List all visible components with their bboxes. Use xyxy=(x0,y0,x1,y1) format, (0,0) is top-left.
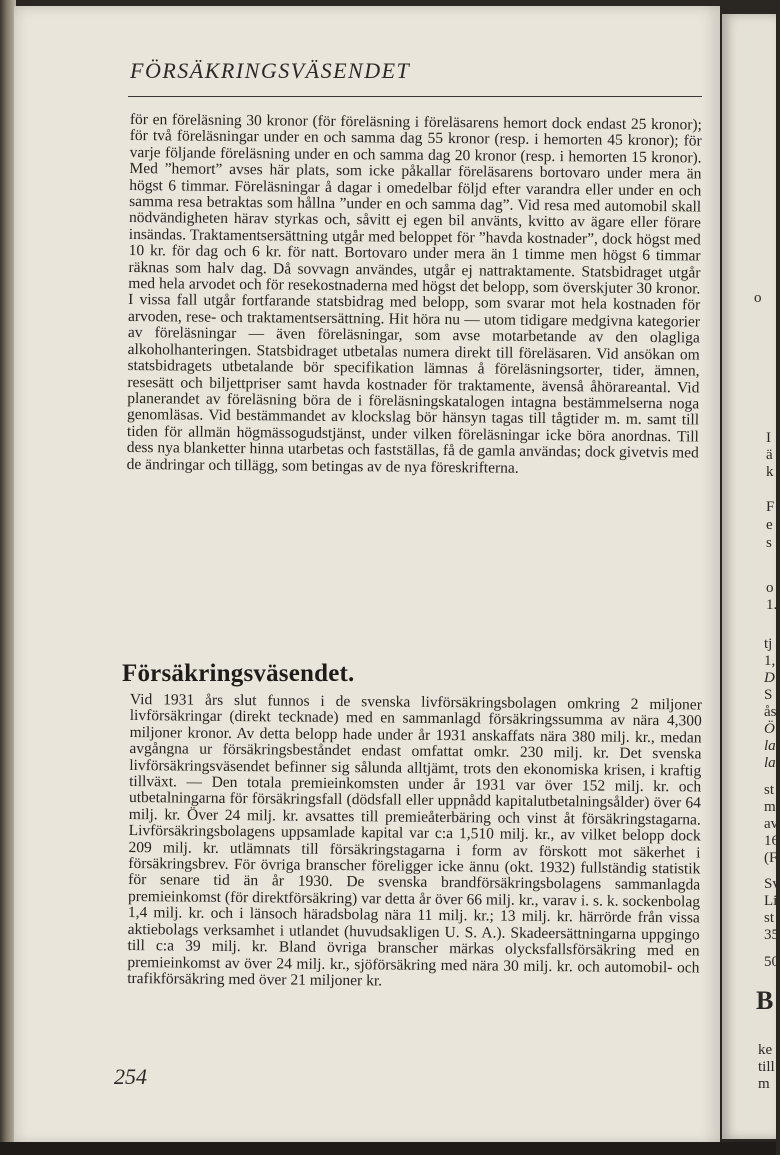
adjacent-page-fragment: tj xyxy=(764,636,773,652)
adjacent-page-fragment: I xyxy=(766,430,771,446)
adjacent-page-fragment: m xyxy=(764,799,776,815)
adjacent-page-fragment: ke xyxy=(758,1042,773,1058)
adjacent-page-fragment: D xyxy=(764,670,775,686)
adjacent-page-fragment: o xyxy=(766,580,774,596)
adjacent-page-fragment: 1, xyxy=(764,653,776,669)
adjacent-page xyxy=(722,14,780,1139)
adjacent-page-fragment: 1. xyxy=(766,597,778,613)
adjacent-page-fragment: (F xyxy=(764,850,778,866)
adjacent-page-fragment: ä xyxy=(766,447,773,463)
adjacent-page-fragment: e xyxy=(766,517,773,533)
adjacent-page-fragment: st xyxy=(764,782,775,798)
section-heading: Försäkringsväsendet. xyxy=(122,660,355,687)
bottom-edge xyxy=(0,1142,776,1155)
adjacent-page-fragment: Li xyxy=(764,893,778,909)
adjacent-page-fragment: la xyxy=(764,755,776,771)
adjacent-page-fragment: av xyxy=(764,816,779,832)
header-rule xyxy=(128,96,702,97)
adjacent-page-fragment: ås xyxy=(764,704,777,720)
adjacent-page-fragment: s xyxy=(766,535,772,551)
adjacent-page-fragment: Ö xyxy=(764,721,775,737)
page-number: 254 xyxy=(114,1064,147,1089)
adjacent-page-fragment: till xyxy=(758,1059,775,1075)
adjacent-page-fragment: k xyxy=(766,464,774,480)
running-head: FÖRSÄKRINGSVÄSENDET xyxy=(130,58,411,83)
adjacent-page-fragment: F xyxy=(766,499,775,515)
adjacent-page-fragment: S xyxy=(764,687,773,703)
adjacent-page-fragment: Sv xyxy=(764,876,780,892)
adjacent-page-fragment: 16 xyxy=(764,833,779,849)
adjacent-page-fragment: o xyxy=(754,290,762,306)
lower-body-text: Vid 1931 års slut funnos i de svenska livförsäkringsbolagen omkring 2 miljoner livförsäkringar (direkt tecknade) med en sammanlagd försäkringssumma av nära 4,300 miljoner kronor. Av detta belopp hade under år 1931 anskaffats nära 380 milj. kr., medan avgångna ur försäkringsbeståndet endast omfattat omkr. 230 milj. kr. Det svenska livförsäkringsväsendet befinner sig sålunda alltjämt, trots den ekonomiska krisen, i kraftig tillväxt. — Den totala premieinkomsten under år 1931 var över 152 milj. kr. och utbetalningarna för försäkringsfall (dödsfall eller uppnådd kapitalutbetalningsålder) över 64 milj. kr. Över 24 milj. kr. avsattes till premieåterbäring och vinst åt försäkringstagarna. Livförsäkringsbolagens uppsamlade kapital var c:a 1,510 milj. kr., av vilket belopp dock 209 milj. kr. utlämnats till försäkringstagarna i form av förskott mot säkerhet i försäkringsbrev. För övriga branscher föreligger icke ännu (okt. 1932) fullständig statistik för senare tid än år 1930. De svenska brandförsäkringsbolagens sammanlagda premieinkomst (för direktförsäkring) var detta år över 66 milj. kr., varav i. s. k. sockenbolag 1,4 milj. kr. och i länsoch häradsbolag nära 11 milj. kr.; 13 milj. kr. härrörde från vissa aktiebolags verksamhet i utlandet (huvudsakligen U. S. A.). Skadeersättningarna uppgingo till c:a 39 milj. kr. Bland övriga branscher märkas olycksfallsförsäkring med en premieinkomst av över 24 milj. kr., sjöförsäkring med nära 30 milj. kr. och automobil- och trafikförsäkring med över 21 miljoner kr. xyxy=(127,691,702,990)
adjacent-page-fragment: m xyxy=(758,1076,770,1092)
adjacent-page-fragment: 35 xyxy=(764,927,779,943)
adjacent-page-fragment: st xyxy=(764,910,775,926)
upper-body-text: för en föreläsning 30 kronor (för föreläsning i föreläsarens hemort dock endast 25 kronor); för två föreläsningar under en och samma dag 55 kronor (resp. i hemorten 45 kronor); för varje följande föreläsning under en och samma dag 20 kronor (resp. i hemorten 15 kronor). Med ”hemort” avses här plats, som icke påkallar föreläsarens bortovaro under mera än högst 6 timmar. Föreläsningar å dagar i omedelbar följd efter varandra eller under en och samma resa betraktas som hållna ”under en och samma dag”. Vid resa med automobil skall nödvändigheten härav styrkas och, såvitt ej egen bil använts, kvitto av ägare eller förare insändas. Traktamentsersättning utgår med beloppet för ”havda kostnader”, dock högst med 10 kr. för dag och 6 kr. för natt. Bortovaro under mera än 1 timme men högst 6 timmar räknas som halv dag. Då sovvagn användes, utgår ej nattraktamente. Statsbidraget utgår med hela arvodet och för resekostnaderna med högst det belopp, som överskjuter 30 kronor. I vissa fall utgår fortfarande statsbidrag med belopp, som svarar mot hela kostnaden för arvoden, rese- och traktamentsersättning. Hit höra nu — utom tidigare medgivna kategorier av föreläsningar — även föreläsningar, som avse motarbetande av den olagliga alkoholhanteringen. Statsbidraget utbetalas numera direkt till föreläsaren. Vid ansökan om statsbidragets utbetalande bör specifikation lämnas å föreläsningsorter, tider, ämnen, resesätt och biljettpriser samt havda kostnader för traktamente, ävenså åhörareantal. Vid planerandet av föreläsning böra de i föreläsningskatalogen intagna bestämmelserna noga genomläsas. Vid bestämmandet av klockslag bör hänsyn tagas till tågtider m. m. samt till tiden för allmän högmässogudstjänst, under vilken föreläsningar icke böra anordnas. Till dess nya blanketter hinna utarbetas och fastställas, få de gamla användas; dock givetvis med de ändringar och tillägg, som betingas av de nya föreskrifterna. xyxy=(126,111,702,477)
adjacent-page-fragment: la xyxy=(764,738,776,754)
adjacent-page-fragment: B xyxy=(756,986,774,1015)
adjacent-page-fragment: 50 xyxy=(764,954,779,970)
